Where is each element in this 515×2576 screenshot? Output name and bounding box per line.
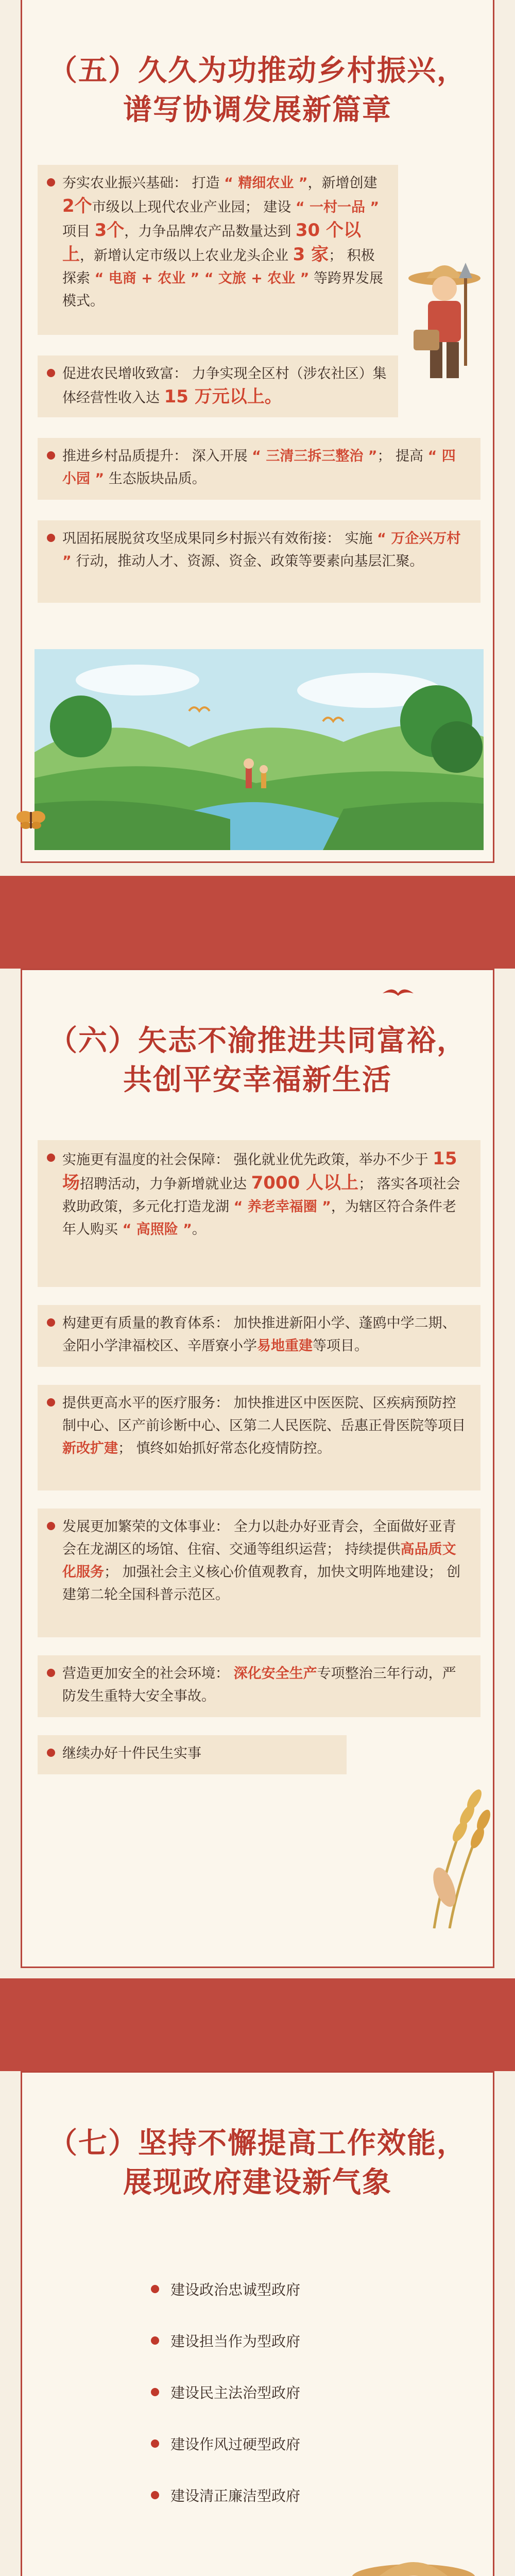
item-text: 市级以上现代农业产业园； 建设 [92, 199, 296, 215]
swallow-icon [383, 986, 414, 1001]
bullet-icon [47, 369, 55, 377]
section-five-title-line1: （五）久久为功推动乡村振兴， [48, 54, 467, 88]
item-text: 发展更加繁荣的文体事业： 全力以赴办好亚青会，全面做好亚青会在龙湖区的场馆、住宿、交通等组织运营； 持续提供 [62, 1519, 456, 1557]
bullet-icon [47, 1318, 55, 1327]
list-item [38, 1735, 347, 1774]
item-text: 营造更加安全的社会环境： [62, 1666, 234, 1682]
item-text: ； 加强社会主义核心价值观教育，加快文明阵地建设； 创建第二轮全国科普示范区。 [62, 1564, 461, 1603]
item-highlight: “ 万企兴万村 ” [62, 531, 461, 569]
list-item [38, 355, 398, 417]
bullet-icon [47, 1749, 55, 1757]
item-text: 继续办好十件民生实事 [62, 1745, 201, 1761]
bullet-icon [47, 178, 55, 187]
section-five-title-line2: 谱写协调发展新篇章 [123, 93, 392, 127]
item-text: 项目 [62, 224, 95, 240]
item-highlight: 7000 人以上 [251, 1173, 359, 1193]
item-text: 行动，推动人才、资源、资金、政策等要素向基层汇聚。 [71, 553, 424, 569]
item-highlight: 15 万元以上。 [164, 386, 282, 407]
item-text: 夯实农业振兴基础： 打造 [62, 175, 225, 191]
item-highlight: “ 三清三拆三整治 ” [252, 448, 377, 464]
item-text: 建设担当作为型政府 [170, 2333, 301, 2350]
item-highlight: 3 家 [293, 244, 329, 265]
section-six-title [22, 1022, 493, 1100]
item-highlight: 2个 [62, 196, 92, 216]
item-highlight: 深化安全生产 [233, 1666, 317, 1682]
landscape-svg [35, 649, 484, 850]
chef-farmer-illustration [326, 2547, 491, 2576]
item-text: ； 落实各项社会救助政策，多元化打造龙湖 [62, 1176, 460, 1215]
item-text: ，力争品牌农产品数量达到 [124, 224, 296, 240]
bullet-icon [47, 1522, 55, 1530]
section-seven-title [22, 2124, 493, 2202]
item-text: ，新增创建 [307, 175, 377, 191]
item-text: ，新增认定市级以上农业龙头企业 [80, 248, 293, 264]
item-text: 生态版块品质。 [104, 471, 206, 487]
decorative-band [0, 1978, 515, 2071]
item-highlight: “ 电商 + 农业 ” “ 文旅 + 农业 ” [94, 270, 310, 286]
item-text: 构建更有质量的教育体系： 加快推进新阳小学、蓬鸥中学二期、金阳小学津福校区、辛厝寮小学 [62, 1315, 456, 1354]
item-text: 招聘活动，力争新增就业达 [80, 1176, 251, 1192]
item-text: ； 慎终如始抓好常态化疫情防控。 [118, 1440, 331, 1456]
butterfly-icon [15, 809, 46, 829]
item-text: 建设政治忠诚型政府 [170, 2281, 301, 2298]
list-item [151, 2433, 408, 2456]
list-item [38, 1305, 480, 1367]
item-text: 建设清正廉洁型政府 [170, 2487, 301, 2504]
item-text: 提供更高水平的医疗服务： 加快推进区中医医院、区疾病预防控制中心、区产前诊断中心、区第二人民医院、岳惠正骨医院等项目 [62, 1395, 466, 1434]
item-highlight: 新改扩建 [62, 1440, 118, 1456]
section-five-title [22, 52, 493, 130]
list-item [38, 1385, 480, 1490]
bullet-icon [151, 2491, 159, 2499]
item-text: 推进乡村品质提升： 深入开展 [62, 448, 252, 464]
wheat-icon [424, 1784, 491, 1928]
item-text: 实施更有温度的社会保障： 强化就业优先政策，举办不少于 [62, 1152, 433, 1168]
list-item [38, 438, 480, 500]
item-highlight: “ 养老幸福圈 ” [233, 1199, 331, 1215]
bullet-icon [151, 2439, 159, 2448]
item-highlight: 30 个以上 [62, 220, 362, 265]
list-item [38, 165, 398, 335]
item-text: 巩固拓展脱贫攻坚成果同乡村振兴有效衔接： 实施 [62, 531, 377, 547]
section-seven-card [21, 2071, 494, 2576]
item-highlight: 3个 [94, 220, 125, 241]
list-item [151, 2485, 408, 2507]
list-item [38, 1140, 480, 1287]
item-text: 等跨界发展模式。 [62, 270, 384, 309]
item-highlight: “ 高照险 ” [122, 1222, 192, 1238]
section-six-card [21, 969, 494, 1968]
item-text: 促进农民增收致富： 力争实现全区村（涉农社区）集体经营性收入达 [62, 366, 387, 406]
item-text: 等项目。 [313, 1338, 368, 1354]
landscape-illustration [35, 649, 484, 850]
bullet-icon [47, 534, 55, 542]
item-text: 。 [192, 1222, 206, 1238]
list-item [38, 520, 480, 603]
section-seven-title-line1: （七）坚持不懈提高工作效能， [48, 2127, 467, 2160]
section-six-title-line2: 共创平安幸福新生活 [123, 1063, 392, 1097]
item-text: ，为辖区符合条件老年人购买 [62, 1199, 456, 1238]
bullet-icon [47, 451, 55, 460]
list-item [38, 1509, 480, 1637]
list-item [151, 2279, 408, 2301]
item-text: ； 积极探索 [62, 248, 375, 286]
farmer-illustration [398, 247, 491, 392]
list-item [38, 1655, 480, 1717]
bullet-icon [47, 1669, 55, 1677]
item-text: 建设作风过硬型政府 [170, 2436, 301, 2453]
item-highlight: 高品质文化服务 [62, 1541, 456, 1580]
bullet-icon [151, 2285, 159, 2293]
list-item [151, 2330, 408, 2353]
bullet-icon [151, 2388, 159, 2396]
item-highlight: “ 精细农业 ” [224, 175, 308, 191]
list-item [151, 2382, 408, 2404]
bullet-icon [47, 1398, 55, 1406]
item-highlight: 易地重建 [257, 1338, 313, 1354]
item-highlight: “ 一村一品 ” [295, 199, 380, 215]
section-five-card [21, 0, 494, 863]
section-seven-title-line2: 展现政府建设新气象 [123, 2166, 392, 2199]
section-six-title-line1: （六）矢志不渝推进共同富裕， [48, 1024, 467, 1058]
bullet-icon [151, 2336, 159, 2345]
decorative-band [0, 876, 515, 969]
bullet-icon [47, 1154, 55, 1162]
item-text: 专项整治三年行动，严防发生重特大安全事故。 [62, 1666, 456, 1704]
item-text: ； 提高 [377, 448, 428, 464]
item-highlight: 15 场 [62, 1148, 457, 1193]
item-text: 建设民主法治型政府 [170, 2384, 301, 2401]
item-highlight: “ 四小园 ” [62, 448, 456, 487]
